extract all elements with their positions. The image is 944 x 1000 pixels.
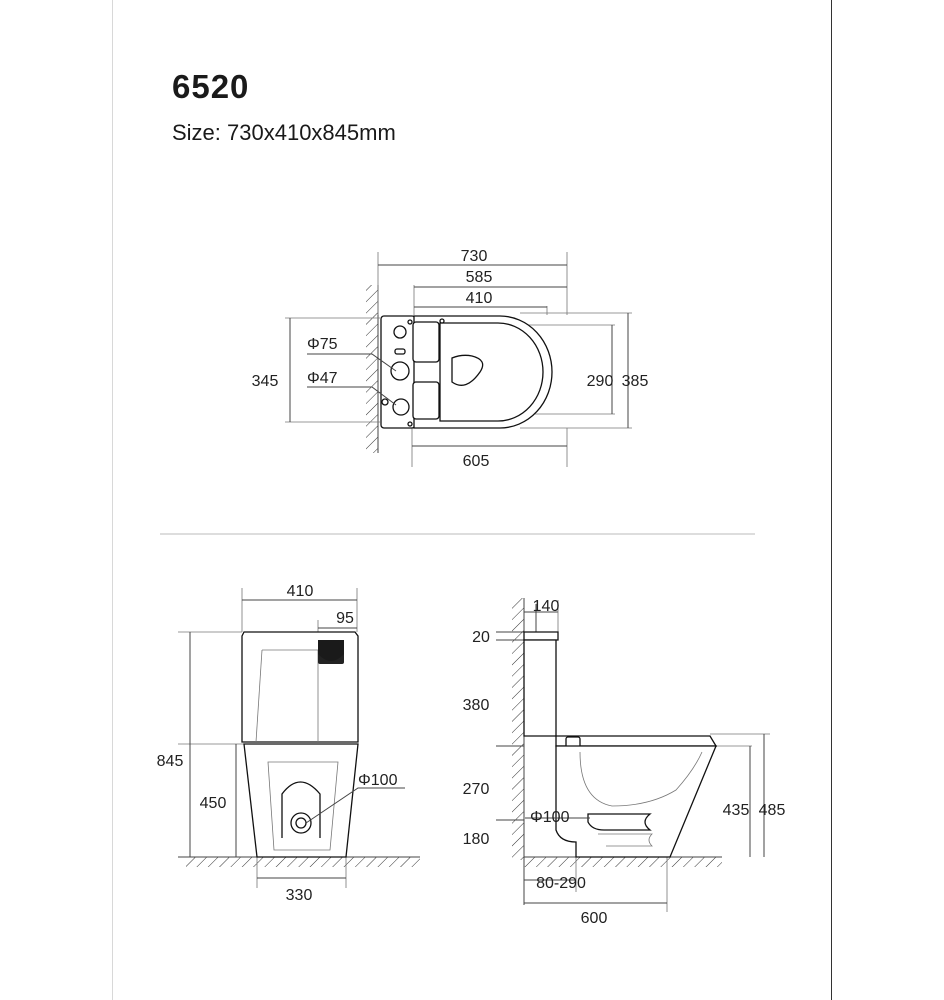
dim-385: 385 [621,373,649,390]
side-dim-80-290: 80-290 [536,875,586,892]
front-dim-330: 330 [285,887,313,904]
front-dim-450: 450 [199,795,227,812]
side-floor-hatch [524,857,722,867]
top-wall-hatch [366,285,378,453]
drain-phi75-circle [391,362,409,380]
side-dim-600: 600 [580,910,608,927]
front-dim-410: 410 [286,583,314,600]
label-phi47: Φ47 [307,370,338,387]
side-trapway [588,814,650,830]
side-dim-435: 435 [722,802,750,819]
side-dim-270: 270 [462,781,490,798]
front-dim-95: 95 [336,610,354,627]
label-phi75: Φ75 [307,336,338,353]
side-dim-20: 20 [472,629,490,646]
dim-410: 410 [465,290,493,307]
side-dim-140: 140 [532,598,560,615]
side-dim-380: 380 [462,697,490,714]
model-number: 6520 [172,68,250,105]
dim-585: 585 [465,269,493,286]
dim-605: 605 [462,453,490,470]
side-dim-485: 485 [758,802,786,819]
product-size: Size: 730x410x845mm [172,120,396,145]
side-tank [524,640,556,736]
front-view [157,583,420,904]
dim-290: 290 [586,373,614,390]
side-wall-hatch [512,598,524,860]
front-dim-845: 845 [156,753,184,770]
front-label-phi100: Φ100 [358,772,398,789]
side-dim-180: 180 [462,831,490,848]
side-bowl-body [556,746,716,857]
side-view [463,598,786,927]
front-floor-hatch [186,857,420,867]
dim-345: 345 [251,373,279,390]
drain-phi47-circle [393,399,409,415]
side-tank-lid [524,632,558,640]
side-label-phi100: Φ100 [530,809,570,826]
dim-730: 730 [460,248,488,265]
top-view [252,248,649,470]
